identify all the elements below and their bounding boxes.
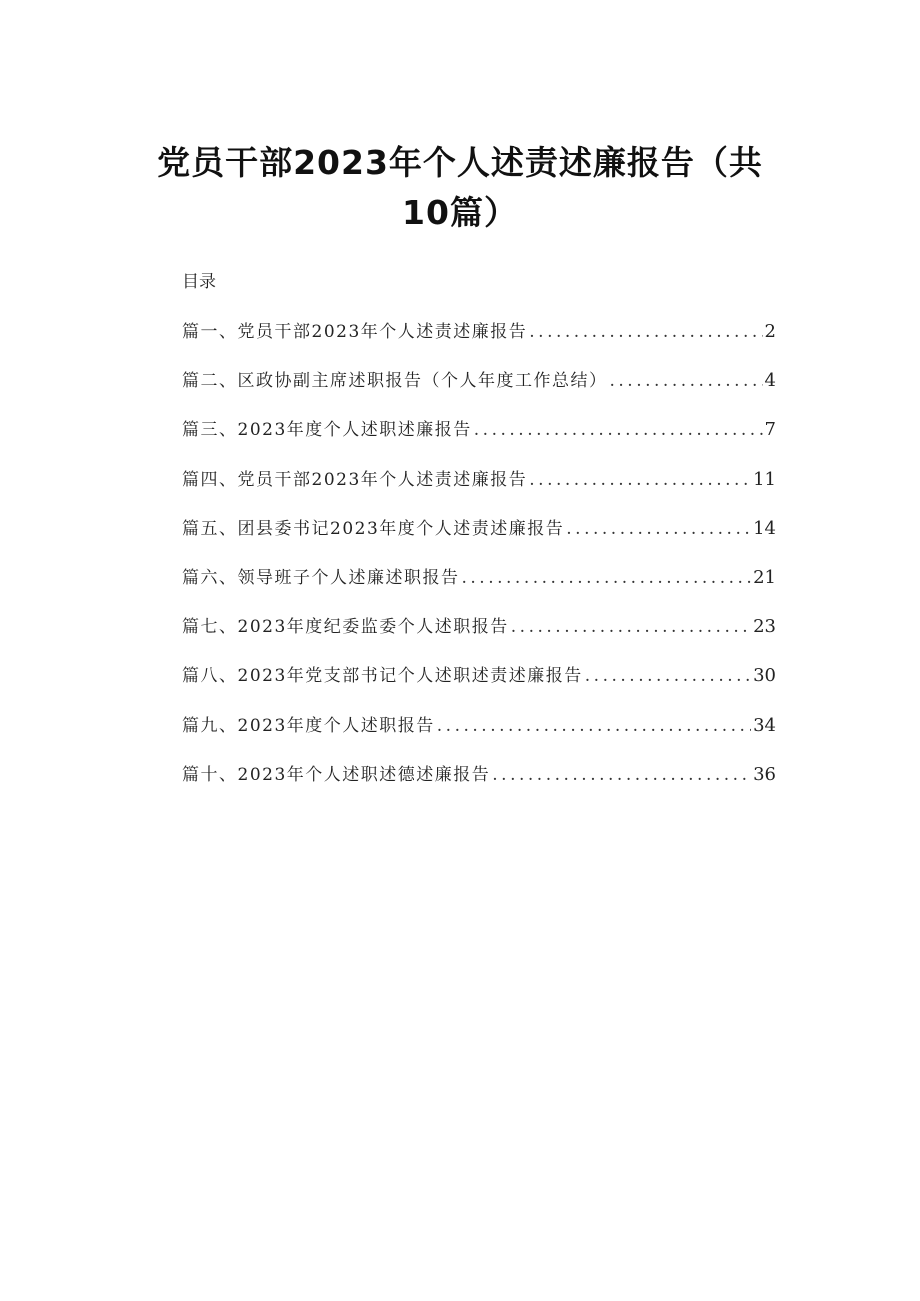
toc-dot-leader bbox=[529, 466, 751, 494]
toc-entry-label: 篇七、2023年度纪委监委个人述职报告 bbox=[182, 617, 509, 638]
document-title: 党员干部2023年个人述责述廉报告（共10篇） bbox=[157, 143, 763, 232]
toc-entry[interactable] bbox=[182, 712, 776, 761]
toc-entry-label: 篇五、团县委书记2023年度个人述责述廉报告 bbox=[182, 518, 565, 539]
toc-entry-label: 篇二、区政协副主席述职报告（个人年度工作总结） bbox=[182, 371, 608, 392]
toc-entry-label: 篇三、2023年度个人述职述廉报告 bbox=[182, 420, 472, 441]
toc-dot-leader bbox=[492, 761, 751, 789]
toc-entry-page: 11 bbox=[753, 468, 776, 490]
toc-dot-leader bbox=[462, 564, 752, 592]
toc-dot-leader bbox=[474, 416, 763, 444]
toc-entry-page: 30 bbox=[753, 665, 776, 687]
toc-heading: 目录 bbox=[182, 272, 216, 292]
toc-entry-label: 篇十、2023年个人述职述德述廉报告 bbox=[182, 764, 491, 785]
toc-entry[interactable] bbox=[182, 761, 776, 810]
toc-entry[interactable] bbox=[182, 564, 776, 613]
toc-entry-label: 篇四、党员干部2023年个人述责述廉报告 bbox=[182, 469, 528, 490]
toc-entry[interactable] bbox=[182, 515, 776, 564]
toc-entry[interactable] bbox=[182, 318, 776, 367]
toc-entry-page: 36 bbox=[753, 763, 776, 785]
toc-dot-leader bbox=[511, 613, 751, 641]
toc-dot-leader bbox=[529, 318, 762, 346]
toc-entry-page: 21 bbox=[753, 566, 776, 588]
toc-dot-leader bbox=[566, 515, 751, 543]
toc-dot-leader bbox=[585, 662, 751, 690]
toc-entry-page: 2 bbox=[764, 321, 776, 342]
toc-dot-leader bbox=[437, 712, 751, 740]
toc-entry[interactable] bbox=[182, 367, 776, 416]
toc-entry[interactable] bbox=[182, 416, 776, 465]
toc-entry[interactable] bbox=[182, 613, 776, 662]
toc-entry[interactable] bbox=[182, 662, 776, 711]
toc-entry-page: 4 bbox=[764, 370, 776, 392]
toc-entry-page: 34 bbox=[753, 714, 776, 736]
toc-entry-label: 篇一、党员干部2023年个人述责述廉报告 bbox=[182, 322, 528, 342]
toc-entry-page: 7 bbox=[764, 419, 776, 441]
toc-entry-label: 篇九、2023年度个人述职报告 bbox=[182, 715, 435, 736]
table-of-contents bbox=[182, 318, 776, 810]
toc-entry-label: 篇八、2023年党支部书记个人述职述责述廉报告 bbox=[182, 666, 583, 687]
toc-entry-page: 14 bbox=[753, 517, 776, 539]
toc-entry[interactable] bbox=[182, 466, 776, 515]
toc-entry-label: 篇六、领导班子个人述廉述职报告 bbox=[182, 567, 460, 588]
toc-dot-leader bbox=[610, 367, 763, 395]
toc-entry-page: 23 bbox=[753, 616, 776, 638]
